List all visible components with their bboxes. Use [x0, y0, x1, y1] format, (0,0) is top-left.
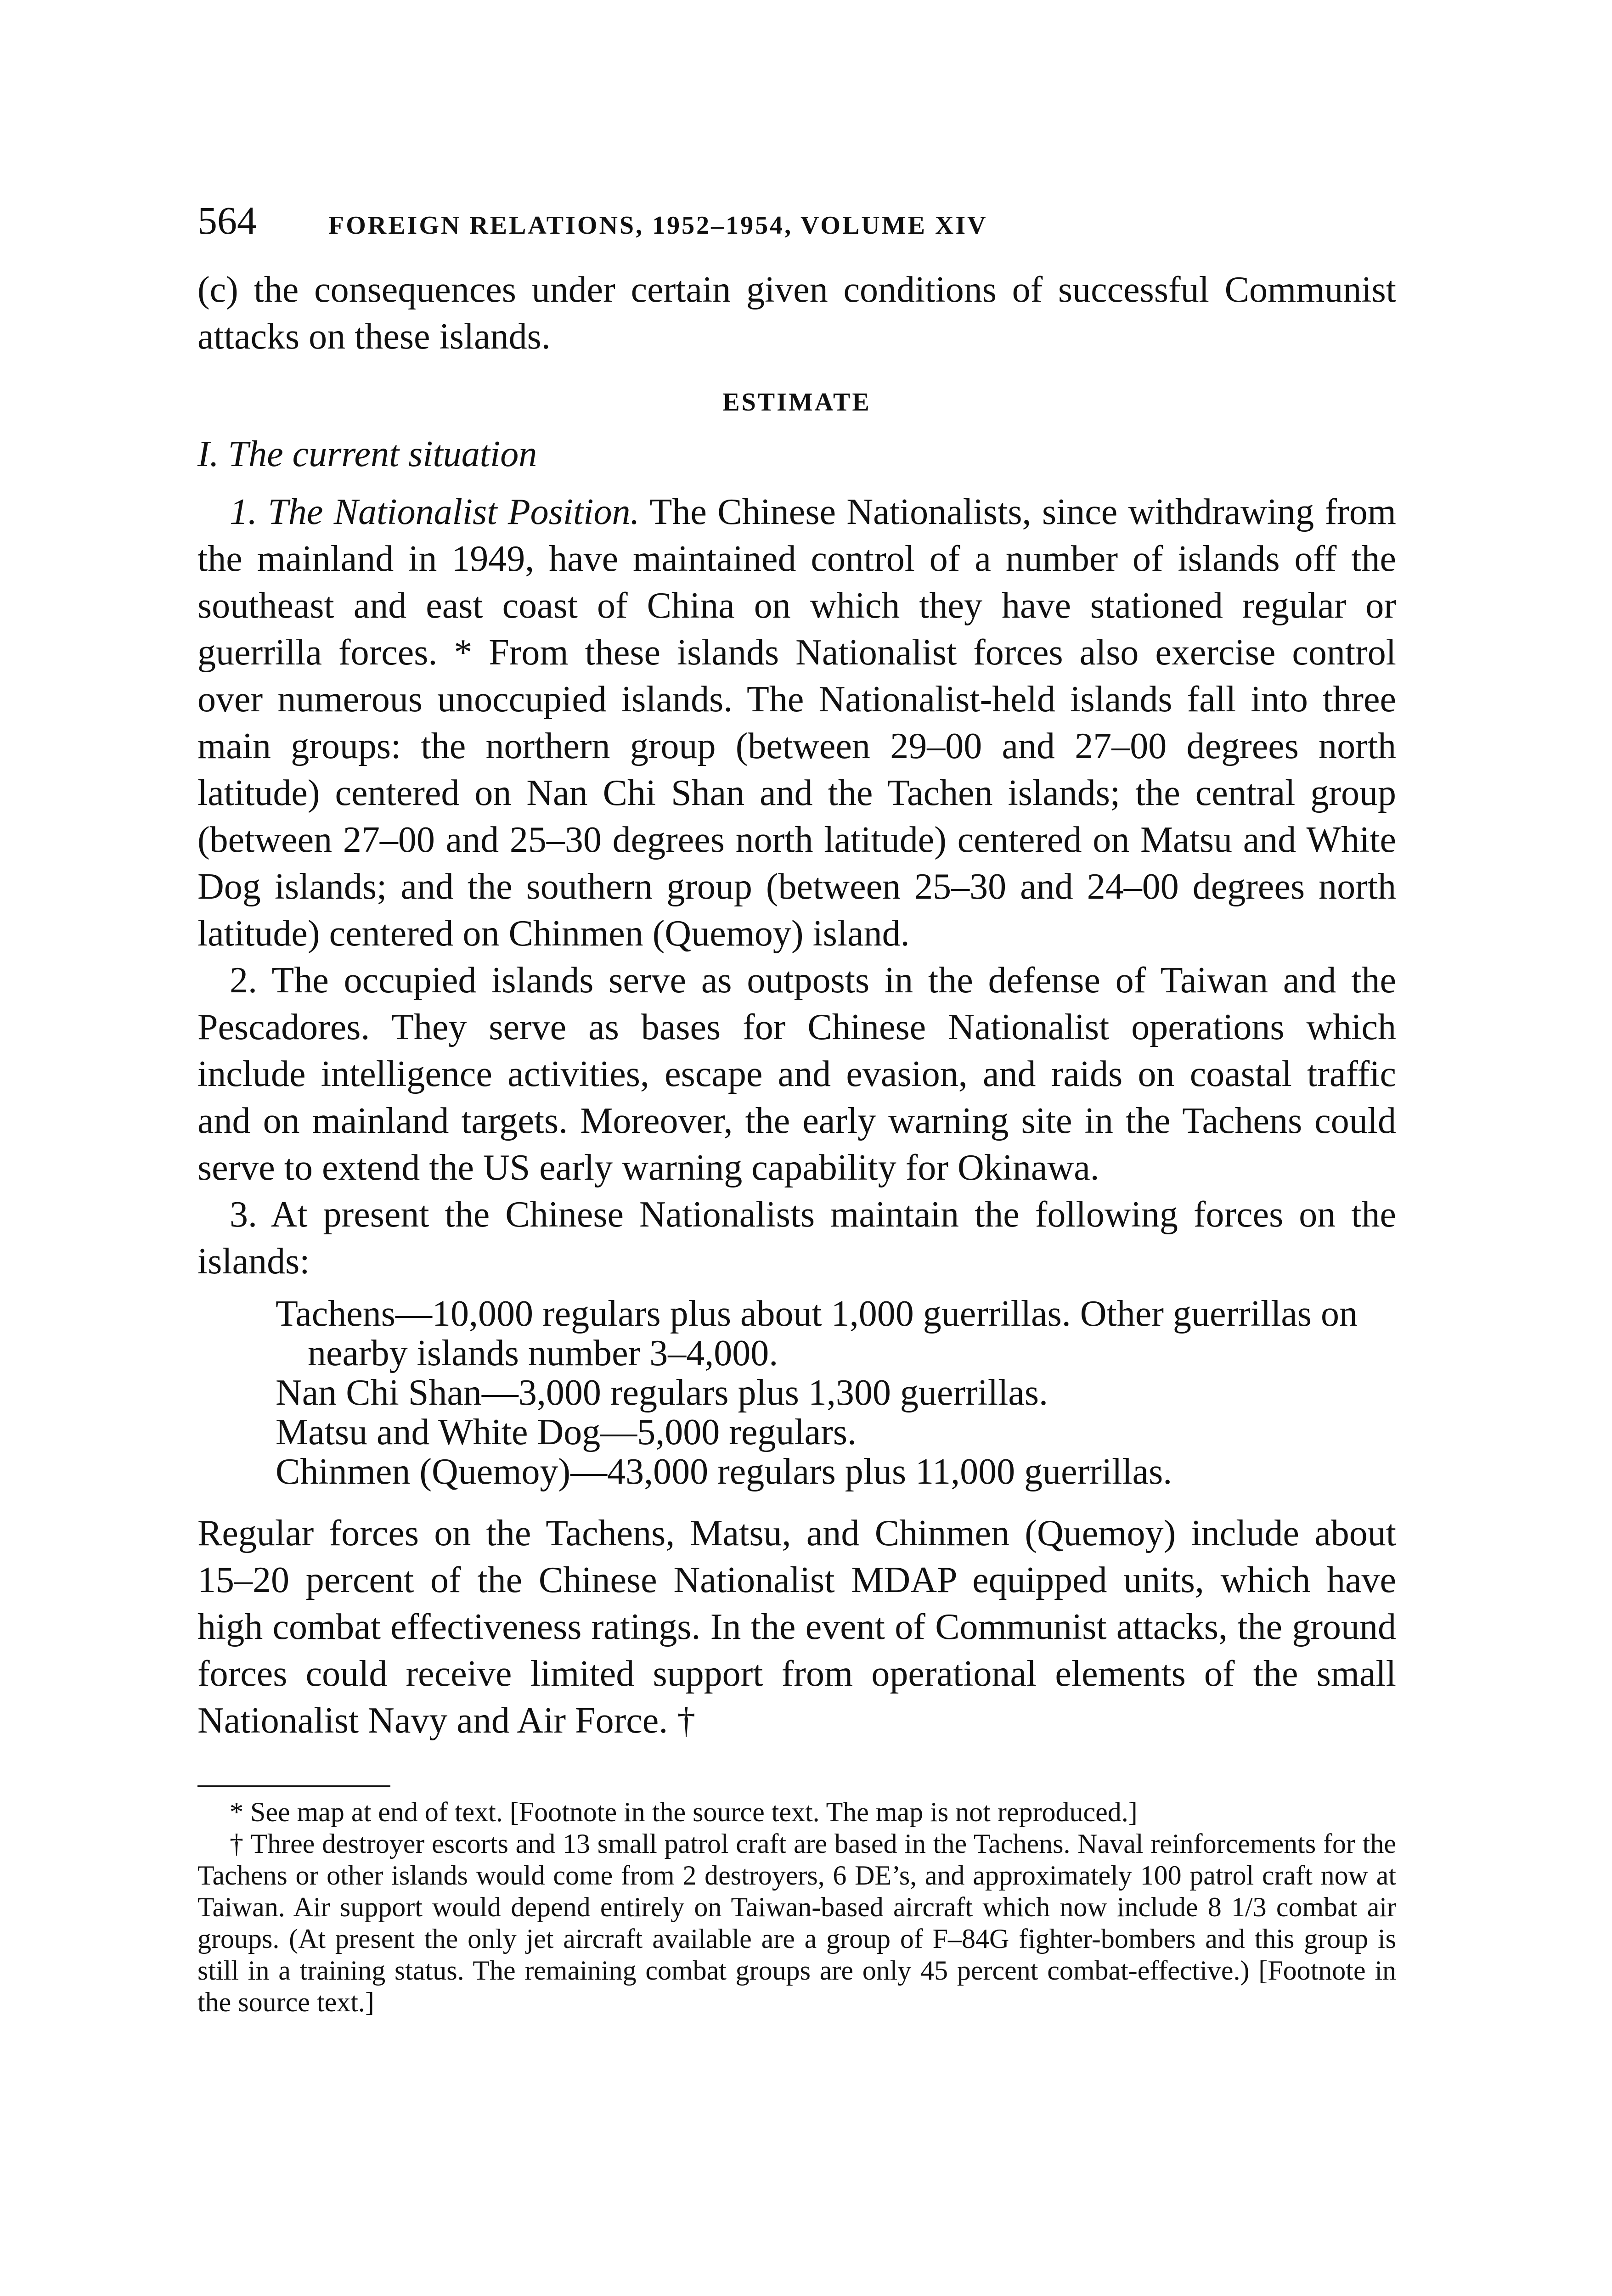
paragraph-1-text: The Chinese Nationalists, since withdrawing from the mainland in 1949, have maintained control of a number of islands off the southeast and east coast of China on which they have stationed regular or guerrilla forces. * From these islands Nationalist forces also exercise control over numerous unoccupied islands. The Nationalist-held islands fall into three main groups: the northern group (between 29–00 and 27–00 degrees north latitude) centered on Nan Chi Shan and the Tachen islands; the central group (between 27–00 and 25–30 degrees north latitude) centered on Matsu and White Dog islands; and the southern group (between 25–30 and 24–00 degrees north latitude) centered on Chinmen (Quemoy) island.: [197, 492, 1396, 954]
section-heading-current-situation: I. The current situation: [197, 434, 537, 474]
forces-list-item: Chinmen (Quemoy)—43,000 regulars plus 11,000 guerrillas.: [276, 1452, 1172, 1492]
paragraph-1-lead: 1. The Nationalist Position.: [230, 492, 640, 532]
running-head: FOREIGN RELATIONS, 1952–1954, VOLUME XIV: [328, 211, 988, 240]
forces-list-item: Matsu and White Dog—5,000 regulars.: [276, 1412, 857, 1452]
forces-list: [276, 1294, 1396, 1491]
page-number: 564: [197, 198, 257, 242]
paragraph-3: 3. At present the Chinese Nationalists maintain the following forces on the islands:: [197, 1194, 1396, 1282]
page-header: [197, 197, 1396, 266]
paragraph-4: Regular forces on the Tachens, Matsu, and Chinmen (Quemoy) include about 15–20 percent of the Chinese Nationalist MDAP equipped units, which have high combat effectiveness ratings. In the event of Communist attacks, the ground forces could receive limited support from operational elements of the small Nationalist Navy and Air Force. †: [197, 1513, 1396, 1741]
document-page: [197, 197, 1396, 2018]
footnote-asterisk: * See map at end of text. [Footnote in the source text. The map is not reproduced.]: [230, 1797, 1138, 1827]
forces-list-item: Nan Chi Shan—3,000 regulars plus 1,300 guerrillas.: [276, 1373, 1048, 1413]
paragraph-1: [197, 489, 1396, 957]
intro-item-c: (c) the consequences under certain given conditions of successful Communist attacks on these islands.: [197, 270, 1396, 357]
paragraph-2: 2. The occupied islands serve as outposts in the defense of Taiwan and the Pescadores. They serve as bases for Chinese Nationalist operations which include intelligence activities, escape and evasion, and raids on coastal traffic and on mainland targets. Moreover, the early warning site in the Tachens could serve to extend the US early warning capability for Okinawa.: [197, 960, 1396, 1188]
estimate-heading: ESTIMATE: [722, 388, 871, 416]
footnote-divider: [197, 1785, 390, 1787]
footnote-dagger: † Three destroyer escorts and 13 small patrol craft are based in the Tachens. Naval reinforcements for the Tachens or other islands would come from 2 destroyers, 6 DE’s, and approximately 100 patrol craft now at Taiwan. Air support would depend entirely on Taiwan-based aircraft which now include 8 1/3 combat air groups. (At present the only jet aircraft available are a group of F–84G fighter-bombers and this group is still in a training status. The remaining combat groups are only 45 percent combat-effective.) [Footnote in the source text.]: [197, 1829, 1396, 2017]
forces-list-item: Tachens—10,000 regulars plus about 1,000 guerrillas. Other guerrillas on nearby islands number 3–4,000.: [276, 1294, 1358, 1373]
